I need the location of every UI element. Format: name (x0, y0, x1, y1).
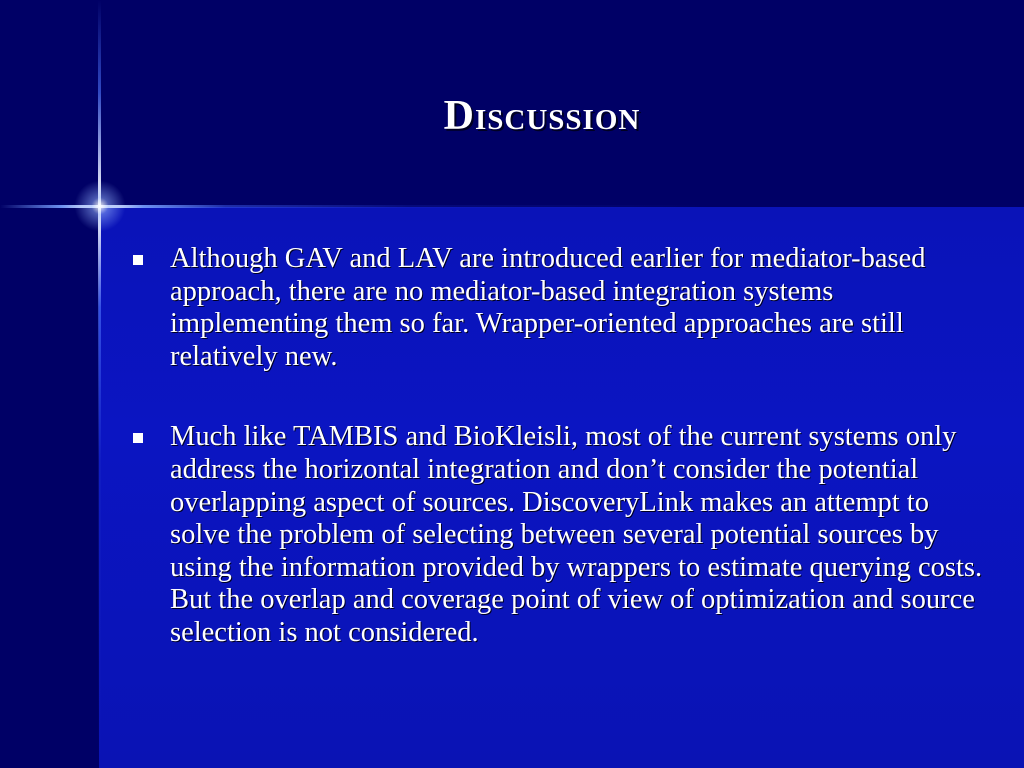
bullet-text: Although GAV and LAV are introduced earlier for mediator-based approach, there are no mediator-based integration systems implementing them so far. Wrapper-oriented approaches are still relatively new. (170, 243, 926, 372)
star-sparkle-icon (70, 176, 130, 236)
bullet-text: Much like TAMBIS and BioKleisli, most of the current systems only address the horizontal integration and don’t consider the potential overlapping aspect of sources. DiscoveryLink makes an attempt to solve the problem of selecting between several potential sources by using the information provided by wrappers to estimate querying costs. But the overlap and coverage point of view of optimization and source selection is not considered. (170, 421, 983, 648)
bullet-list (128, 243, 988, 650)
horizontal-glow-line (0, 205, 1024, 208)
square-bullet-icon (133, 255, 143, 265)
bullet-item (128, 243, 988, 373)
slide-title: Discussion (443, 93, 641, 139)
square-bullet-icon (133, 433, 143, 443)
bullet-item (128, 421, 988, 649)
